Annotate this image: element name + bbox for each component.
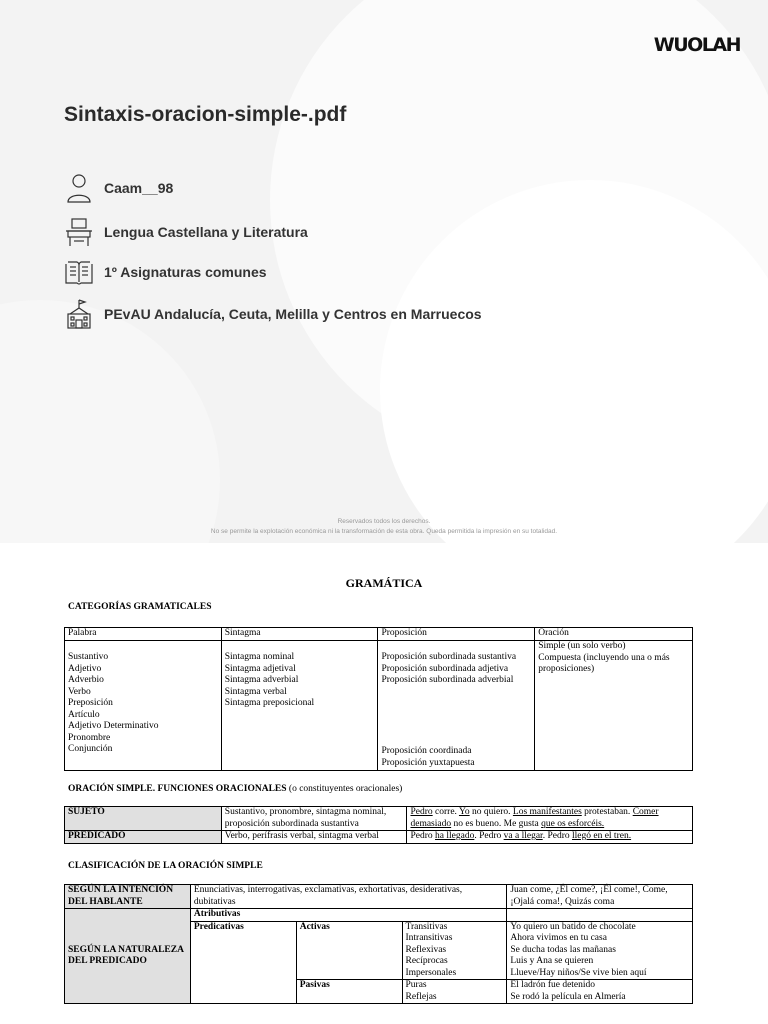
list-item: Sintagma adjetival [224, 663, 296, 674]
example-predicate: ha llegado [435, 831, 475, 841]
activas-label: Activas [296, 921, 402, 980]
decorative-shape [0, 300, 220, 543]
pasivas-examples [507, 980, 693, 1004]
brand-logo[interactable]: WUOLAH [653, 34, 740, 56]
list-item: Luis y Ana se quieren [510, 956, 594, 966]
list-item: Ahora vivimos en tu casa [510, 933, 607, 943]
author-row [64, 172, 173, 204]
functions-heading-text: ORACIÓN SIMPLE. FUNCIONES ORACIONALES [68, 784, 287, 794]
rights-notice-detail: No se permite la explotación económica ni la transformación de esta obra. Queda permitida la impresión en su totalidad. [210, 528, 558, 535]
example-subject: Comer demasiado [410, 807, 659, 829]
exam-row [64, 298, 482, 330]
classification-table [64, 884, 693, 1004]
list-item: Sintagma verbal [224, 686, 287, 697]
author-name[interactable]: Caam__98 [104, 180, 174, 196]
list-item: Reflejas [405, 991, 437, 1002]
column-header: Proposición [378, 628, 535, 641]
list-item: Sintagma nominal [224, 652, 295, 662]
list-item: Pronombre [68, 732, 111, 743]
oracion-cell [535, 641, 693, 771]
column-header: Sintagma [221, 628, 378, 641]
list-item: Recíprocas [405, 956, 448, 966]
activas-types [402, 921, 507, 980]
column-header: Oración [535, 628, 693, 641]
sujeto-examples [407, 807, 693, 831]
categories-table [64, 627, 693, 771]
example-text: corre. [432, 807, 459, 817]
atributivas-example [507, 909, 693, 922]
palabra-cell [65, 641, 222, 771]
table-row [65, 831, 693, 844]
predicativas-label: Predicativas [190, 921, 296, 1004]
course-name[interactable]: 1º Asignaturas comunes [104, 264, 267, 280]
list-item: Adjetivo Determinativo [68, 721, 159, 731]
list-item: Yo quiero un batido de chocolate [510, 921, 636, 932]
document-title: Sintaxis-oracion-simple-.pdf [64, 103, 347, 126]
user-icon [64, 172, 94, 204]
list-item: El ladrón fue detenido [510, 980, 596, 990]
list-item: Compuesta (incluyendo una o más proposiciones) [538, 652, 670, 674]
sintagma-cell [221, 641, 378, 771]
list-item: Proposición subordinada adjetiva [381, 663, 509, 674]
example-text: . Pedro [474, 831, 504, 841]
list-item: Verbo [68, 686, 91, 697]
list-item: Proposición yuxtapuesta [381, 757, 475, 768]
classification-heading: CLASIFICACIÓN DE LA ORACIÓN SIMPLE [68, 861, 263, 871]
intencion-examples: Juan come, ¿Él come?, ¡Él come!, Come, ¡Ojalá coma!, Quizás coma [507, 885, 693, 909]
list-item: Preposición [68, 698, 113, 708]
predicado-label: PREDICADO [65, 831, 222, 844]
table-row [65, 909, 693, 922]
document-page [0, 543, 768, 1024]
subject-row [64, 216, 308, 248]
functions-heading-note: (o constituyentes oracionales) [288, 784, 403, 794]
list-item: Se rodó la película en Almería [510, 991, 626, 1002]
list-item: Sustantivo [68, 652, 109, 662]
list-item: Puras [405, 980, 427, 990]
rights-notice: Reservados todos los derechos. [337, 518, 431, 525]
list-item: Artículo [68, 709, 100, 720]
example-text: no es bueno. Me gusta [451, 818, 542, 829]
example-text: protestaban. [581, 807, 633, 817]
sujeto-label: SUJETO [65, 807, 222, 831]
column-header: Palabra [65, 628, 222, 641]
example-predicate: va a llegar [503, 831, 543, 841]
school-building-icon [64, 298, 94, 330]
list-item: Reflexivas [405, 944, 447, 955]
example-subject: que os esforcéis. [541, 818, 605, 829]
list-item: Proposición coordinada [381, 746, 472, 756]
list-item: Adverbio [68, 675, 104, 685]
subject-name[interactable]: Lengua Castellana y Literatura [104, 224, 308, 240]
table-row [65, 885, 693, 909]
example-subject: Pedro [410, 807, 433, 817]
page-heading: GRAMÁTICA [345, 576, 423, 590]
list-item: Se ducha todas las mañanas [510, 944, 616, 955]
exam-name[interactable]: PEvAU Andalucía, Ceuta, Melilla y Centros en Marruecos [104, 306, 482, 322]
list-item: Llueve/Hay niños/Se vive bien aquí [510, 967, 647, 978]
naturaleza-label: SEGÚN LA NATURALEZA DEL PREDICADO [65, 909, 191, 1004]
example-text: Pedro [410, 831, 436, 841]
predicado-examples [407, 831, 693, 844]
example-text: no quiero. [469, 807, 513, 817]
list-item: Sintagma preposicional [224, 698, 315, 708]
open-book-icon [64, 256, 94, 288]
atributivas-label: Atributivas [190, 909, 507, 922]
example-subject: Yo [458, 807, 470, 817]
intencion-types: Enunciativas, interrogativas, exclamativas, exhortativas, desiderativas, dubitativas [190, 885, 507, 909]
classroom-desk-icon [64, 216, 94, 248]
intencion-label: SEGÚN LA INTENCIÓN DEL HABLANTE [65, 885, 191, 909]
pasivas-types [402, 980, 507, 1004]
activas-examples [507, 921, 693, 980]
list-item: Transitivas [405, 921, 448, 932]
table-header-row [65, 628, 693, 641]
functions-table [64, 806, 693, 844]
list-item: Impersonales [405, 967, 457, 978]
list-item: Intransitivas [405, 933, 453, 943]
list-item: Adjetivo [68, 663, 102, 674]
table-row [65, 807, 693, 831]
example-predicate: llegó en el tren. [571, 831, 632, 841]
list-item: Simple (un solo verbo) [538, 641, 626, 651]
proposicion-cell [378, 641, 535, 771]
list-item: Proposición subordinada adverbial [381, 675, 514, 685]
example-subject: Los manifestantes [512, 807, 582, 817]
course-row [64, 256, 267, 288]
functions-heading [68, 784, 402, 794]
list-item: Proposición subordinada sustantiva [381, 652, 517, 662]
pasivas-label: Pasivas [296, 980, 402, 1004]
sujeto-description: Sustantivo, pronombre, sintagma nominal, proposición subordinada sustantiva [221, 807, 407, 831]
categories-heading: CATEGORÍAS GRAMATICALES [68, 602, 212, 612]
list-item: Conjunción [68, 744, 113, 754]
table-row [65, 641, 693, 771]
predicado-description: Verbo, perífrasis verbal, sintagma verbal [221, 831, 407, 844]
example-text: . Pedro [542, 831, 572, 841]
list-item: Sintagma adverbial [224, 675, 299, 685]
